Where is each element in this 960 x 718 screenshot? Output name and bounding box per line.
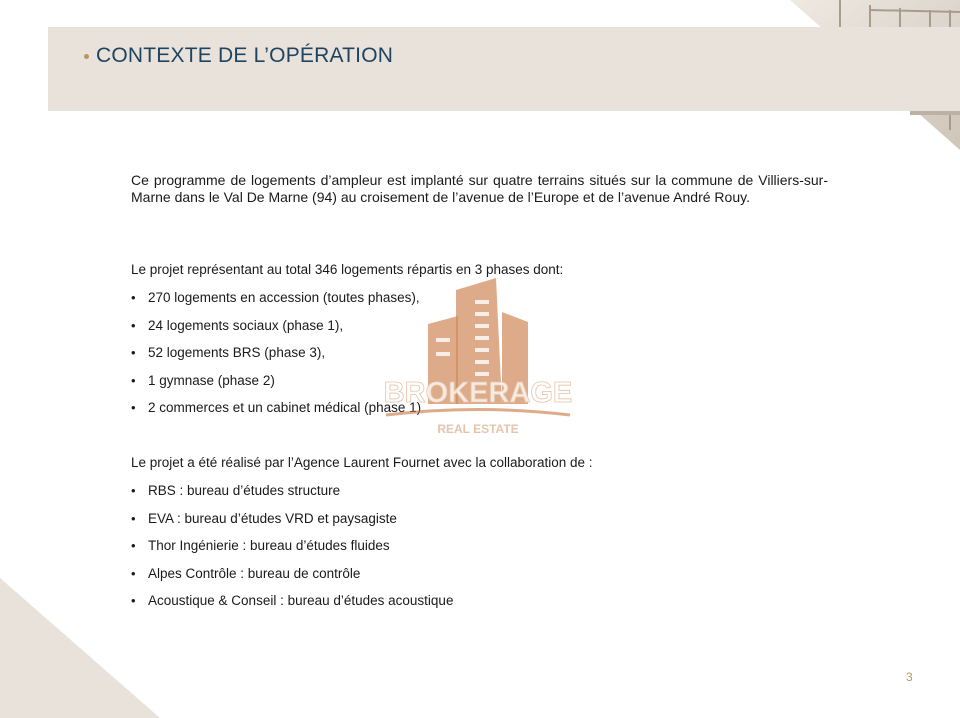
header-band: [48, 27, 960, 111]
bullet-icon: •: [131, 538, 136, 553]
bullet-icon: •: [131, 565, 136, 581]
project-lead: Le projet représentant au total 346 logements répartis en 3 phases dont:: [131, 262, 564, 277]
bullet-icon: •: [131, 510, 136, 526]
bullet-icon: •: [131, 345, 136, 360]
watermark-tagline: REAL ESTATE: [437, 422, 519, 436]
team-list: [131, 482, 453, 620]
page-number: 3: [906, 670, 913, 684]
page-title: [84, 44, 393, 68]
list-item: • 1 gymnase (phase 2): [131, 372, 275, 388]
list-item: • 24 logements sociaux (phase 1),: [131, 317, 344, 333]
list-item: • Thor Ingénierie : bureau d’études fluides: [131, 538, 390, 553]
page-title-text: CONTEXTE DE L’OPÉRATION: [96, 44, 394, 67]
bullet-icon: •: [131, 593, 136, 608]
list-item: • RBS : bureau d’études structure: [131, 483, 341, 498]
list-item: • Acoustique & Conseil : bureau d’études acoustique: [131, 593, 454, 608]
list-item: • Alpes Contrôle : bureau de contrôle: [131, 565, 361, 581]
bullet-icon: •: [131, 290, 136, 305]
list-item: • 52 logements BRS (phase 3),: [131, 345, 326, 360]
bullet-icon: •: [131, 372, 136, 388]
intro-paragraph: Ce programme de logements d’ampleur est implanté sur quatre terrains situés sur la commune de Villiers-sur-Marne dans le Val De Marne (94) au croisement de l’avenue de l’Europe et de l’avenue André Rouy.: [131, 172, 828, 205]
list-item: • 2 commerces et un cabinet médical (phase 1): [131, 400, 422, 415]
bullet-icon: •: [131, 317, 136, 333]
list-item: • EVA : bureau d’études VRD et paysagiste: [131, 510, 397, 526]
brokerage-watermark-logo: [378, 272, 578, 442]
list-item: • 270 logements en accession (toutes phases),: [131, 290, 420, 305]
watermark-brand: BROKERAGE: [383, 377, 573, 409]
team-lead: Le projet a été réalisé par l’Agence Laurent Fournet avec la collaboration de :: [131, 455, 593, 470]
title-bullet-icon: [84, 54, 89, 59]
bullet-icon: •: [131, 483, 136, 498]
bullet-icon: •: [131, 400, 136, 415]
